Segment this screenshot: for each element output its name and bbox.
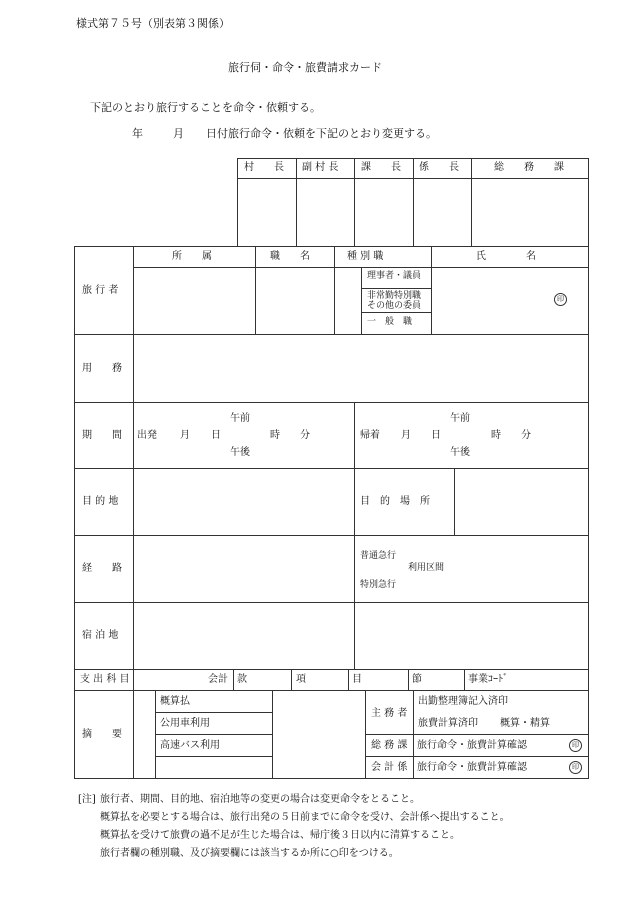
destination-label: 目 的 地 [82,496,119,507]
form-title: 旅行伺・命令・旅費請求カード [228,61,382,74]
budget-moku: 目 [352,674,362,685]
name-field[interactable] [432,268,550,333]
budget-business-code: 事業ｺｰﾄﾞ [468,674,508,685]
village-head-label: 村 長 [244,162,284,173]
affiliation-header: 所 属 [172,251,212,262]
route-section-label: 利用区間 [408,563,445,573]
main-office-label: 主 務 者 [371,708,408,719]
period-label: 期 間 [82,430,122,441]
traveler-label: 旅 行 者 [82,285,119,296]
budget-kou: 項 [296,674,306,685]
type-option-general[interactable]: 一 般 職 [367,317,413,327]
type-option-officer[interactable]: 理事者・議員 [367,271,422,281]
general-section-label: 総 務 課 [371,740,408,751]
return-label: 帰着 [360,430,380,441]
general-section-confirm: 旅行命令・旅費計算確認 [417,740,527,751]
destination-place-label: 目 的 場 所 [360,496,430,507]
depart-pm: 午後 [230,447,250,458]
accounting-label: 会 計 係 [371,762,408,773]
change-year: 年 [132,127,143,140]
chief-stamp-field[interactable] [414,179,470,246]
type-option-committee[interactable]: その他の委員 [367,301,422,311]
calc-done-label: 旅費計算済印 [418,718,478,729]
post-header: 職 名 [270,251,310,262]
budget-label: 支 出 科 目 [80,674,130,685]
route-label: 経 路 [82,563,122,574]
budget-kan: 款 [237,674,247,685]
accounting-seal-icon: 印 [569,761,582,774]
form-number: 様式第７５号（別表第３関係） [76,17,230,30]
deputy-head-label: 副 村 長 [302,162,339,173]
accounting-confirm: 旅行命令・旅費計算確認 [417,762,527,773]
depart-day: 日 [211,430,221,441]
general-affairs-stamp-field[interactable] [472,179,587,246]
estimate-settle-label[interactable]: 概算・精算 [500,718,550,729]
post-field[interactable] [256,268,333,333]
traveler-seal-icon: 印 [554,293,567,306]
return-day: 日 [431,430,441,441]
destination-place-field[interactable] [455,469,587,534]
notes-prefix: [注] [78,794,96,805]
type-option-parttime[interactable]: 非常勤特別職 [367,291,422,301]
note-line-2: 概算払を必要とする場合は、旅行出発の５日前までに命令を受け、会計係へ提出すること。 [100,812,510,823]
depart-minute: 分 [300,430,310,441]
return-minute: 分 [521,430,531,441]
summary-item-official-car[interactable]: 公用車利用 [160,718,210,729]
chief-label: 係 長 [419,162,459,173]
summary-label: 摘 要 [82,729,122,740]
depart-month: 月 [180,430,190,441]
return-hour: 時 [491,430,501,441]
note-line-3: 概算払を受けて旅費の過不足が生じた場合は、帰庁後３日以内に清算すること。 [100,830,460,841]
return-month: 月 [401,430,411,441]
lodging-field[interactable] [134,603,588,668]
route-field[interactable] [134,536,353,601]
general-section-seal-icon: 印 [569,739,582,752]
business-label: 用 務 [82,363,122,374]
change-statement: 日付旅行命令・依頼を下記のとおり変更する。 [206,127,437,140]
return-pm: 午後 [450,447,470,458]
summary-item-highway-bus[interactable]: 高速バス利用 [160,740,220,751]
affiliation-field[interactable] [134,268,254,333]
village-head-stamp-field[interactable] [238,179,295,246]
summary-item-advance[interactable]: 概算払 [160,696,190,707]
budget-setsu: 節 [412,674,422,685]
type-header: 種 別 職 [347,251,384,262]
attendance-stamp-label: 出勤整理簿記入済印 [418,696,508,707]
depart-label: 出発 [137,430,157,441]
return-am: 午前 [450,413,470,424]
business-field[interactable] [134,335,588,401]
name-header: 氏 名 [476,251,536,262]
note-line-4: 旅行者欄の種別職、及び摘要欄には該当するか所に○印をつける。 [100,848,399,859]
note-line-1: 旅行者、期間、目的地、宿泊地等の変更の場合は変更命令をとること。 [100,794,420,805]
order-statement: 下記のとおり旅行することを命令・依頼する。 [90,101,321,114]
depart-hour: 時 [270,430,280,441]
depart-am: 午前 [230,413,250,424]
section-head-label: 課 長 [361,162,401,173]
route-normal-express[interactable]: 普通急行 [360,551,397,561]
budget-account: 会計 [208,674,228,685]
route-special-express[interactable]: 特別急行 [360,580,397,590]
change-month: 月 [173,127,184,140]
lodging-label: 宿 泊 地 [82,630,119,641]
deputy-head-stamp-field[interactable] [297,179,353,246]
general-affairs-label: 総 務 課 [494,162,564,173]
section-head-stamp-field[interactable] [355,179,412,246]
destination-field[interactable] [134,469,353,534]
